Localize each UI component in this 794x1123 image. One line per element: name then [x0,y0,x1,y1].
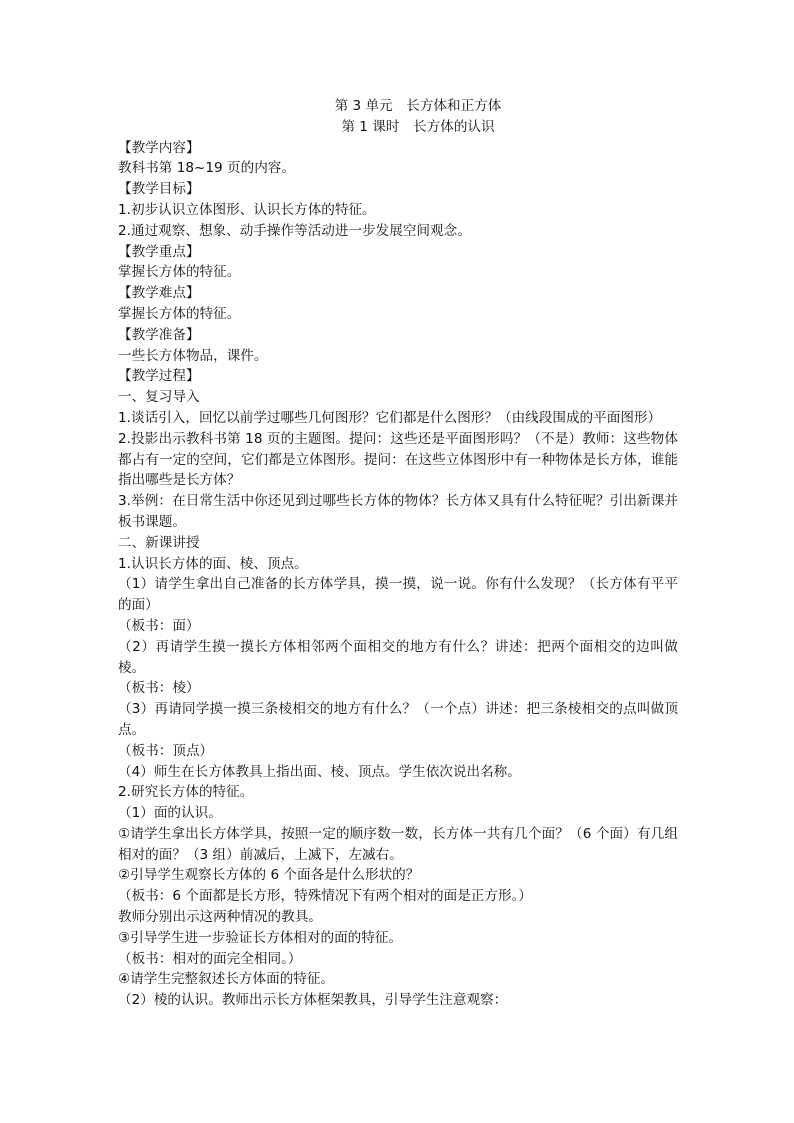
paragraph-line: 掌握长方体的特征。 [118,264,241,281]
paragraph-line: （3）再请同学摸一摸三条棱相交的地方有什么？（一个点）讲述：把三条棱相交的点叫做顶点。 [118,701,678,738]
paragraph-line: 2.投影出示教科书第 18 页的主题图。提问：这些还是平面图形吗？（不是）教师：这些物体都占有一定的空间，它们都是立体图形。提问：在这些立体图形中有一种物体是长方体，谁能指出哪些是长方体？ [118,430,678,489]
paragraph-line: ④请学生完整叙述长方体面的特征。 [118,971,335,988]
paragraph-line: 教科书第 18~19 页的内容。 [118,160,295,177]
paragraph-line: ③引导学生进一步验证长方体相对的面的特征。 [118,929,403,946]
paragraph-line: （2）棱的认识。教师出示长方体框架教具，引导学生注意观察： [118,992,508,1009]
paragraph-line: （板书：相对的面完全相同。） [118,950,302,967]
paragraph-line: （板书：顶点） [118,742,214,759]
paragraph-line: 3.举例：在日常生活中你还见到过哪些长方体的物体？长方体又具有什么特征呢？引出新课并板书课题。 [118,493,678,530]
unit-title: 第 3 单元 长方体和正方体 [334,98,502,114]
paragraph-line: 【教学准备】 [118,326,200,343]
paragraph-line: 2.研究长方体的特征。 [118,784,254,801]
paragraph-line: ②引导学生观察长方体的 6 个面各是什么形状的？ [118,867,420,884]
paragraph-line: 【教学重点】 [118,243,200,260]
paragraph-line: （板书：6 个面都是长方形，特殊情况下有两个相对的面是正方形。） [118,888,532,905]
paragraph-line: 二、新课讲授 [118,534,200,551]
paragraph-line: 2.通过观察、想象、动手操作等活动进一步发展空间观念。 [118,222,471,239]
paragraph-line: 1.认识长方体的面、棱、顶点。 [118,555,308,572]
paragraph-line: （2）再请学生摸一摸长方体相邻两个面相交的地方有什么？讲述：把两个面相交的边叫做棱。 [118,638,678,676]
paragraph-line: 【教学难点】 [118,285,200,302]
paragraph-line: 【教学过程】 [118,368,200,385]
paragraph-line: 【教学内容】 [118,139,200,156]
paragraph-line: 1.初步认识立体图形、认识长方体的特征。 [118,201,376,218]
document-page [118,96,678,1011]
paragraph-line: 教师分别出示这两种情况的教具。 [118,909,322,926]
paragraph-line: ①请学生拿出长方体学具，按照一定的顺序数一数，长方体一共有几个面？（6 个面）有几组相对的面？（3 组）前㓕后，上㓕下，左㓕右。 [118,825,678,863]
paragraph-line: 掌握长方体的特征。 [118,305,241,322]
paragraph-line: 1.谈话引入，回忆以前学过哪些几何图形？它们都是什么图形？（由线段围成的平面图形） [118,409,662,426]
lesson-title: 第 1 课时 长方体的认识 [341,118,495,135]
paragraph-line: （1）面的认识。 [118,805,222,822]
paragraph-line: （4）师生在长方体教具上指出面、棱、顶点。学生依次说出名称。 [118,763,521,780]
paragraph-line: 一、复习导入 [118,389,200,406]
paragraph-line: （板书：棱） [118,680,200,697]
paragraph-line: 一些长方体物品，课件。 [118,347,268,364]
document-body [118,138,678,1011]
paragraph-line: （板书：面） [118,617,200,634]
paragraph-line: 【教学目标】 [118,181,200,198]
paragraph-line: （1）请学生拿出自己准备的长方体学具，摸一摸，说一说。你有什么发现？（长方体有平平的面） [118,576,678,614]
